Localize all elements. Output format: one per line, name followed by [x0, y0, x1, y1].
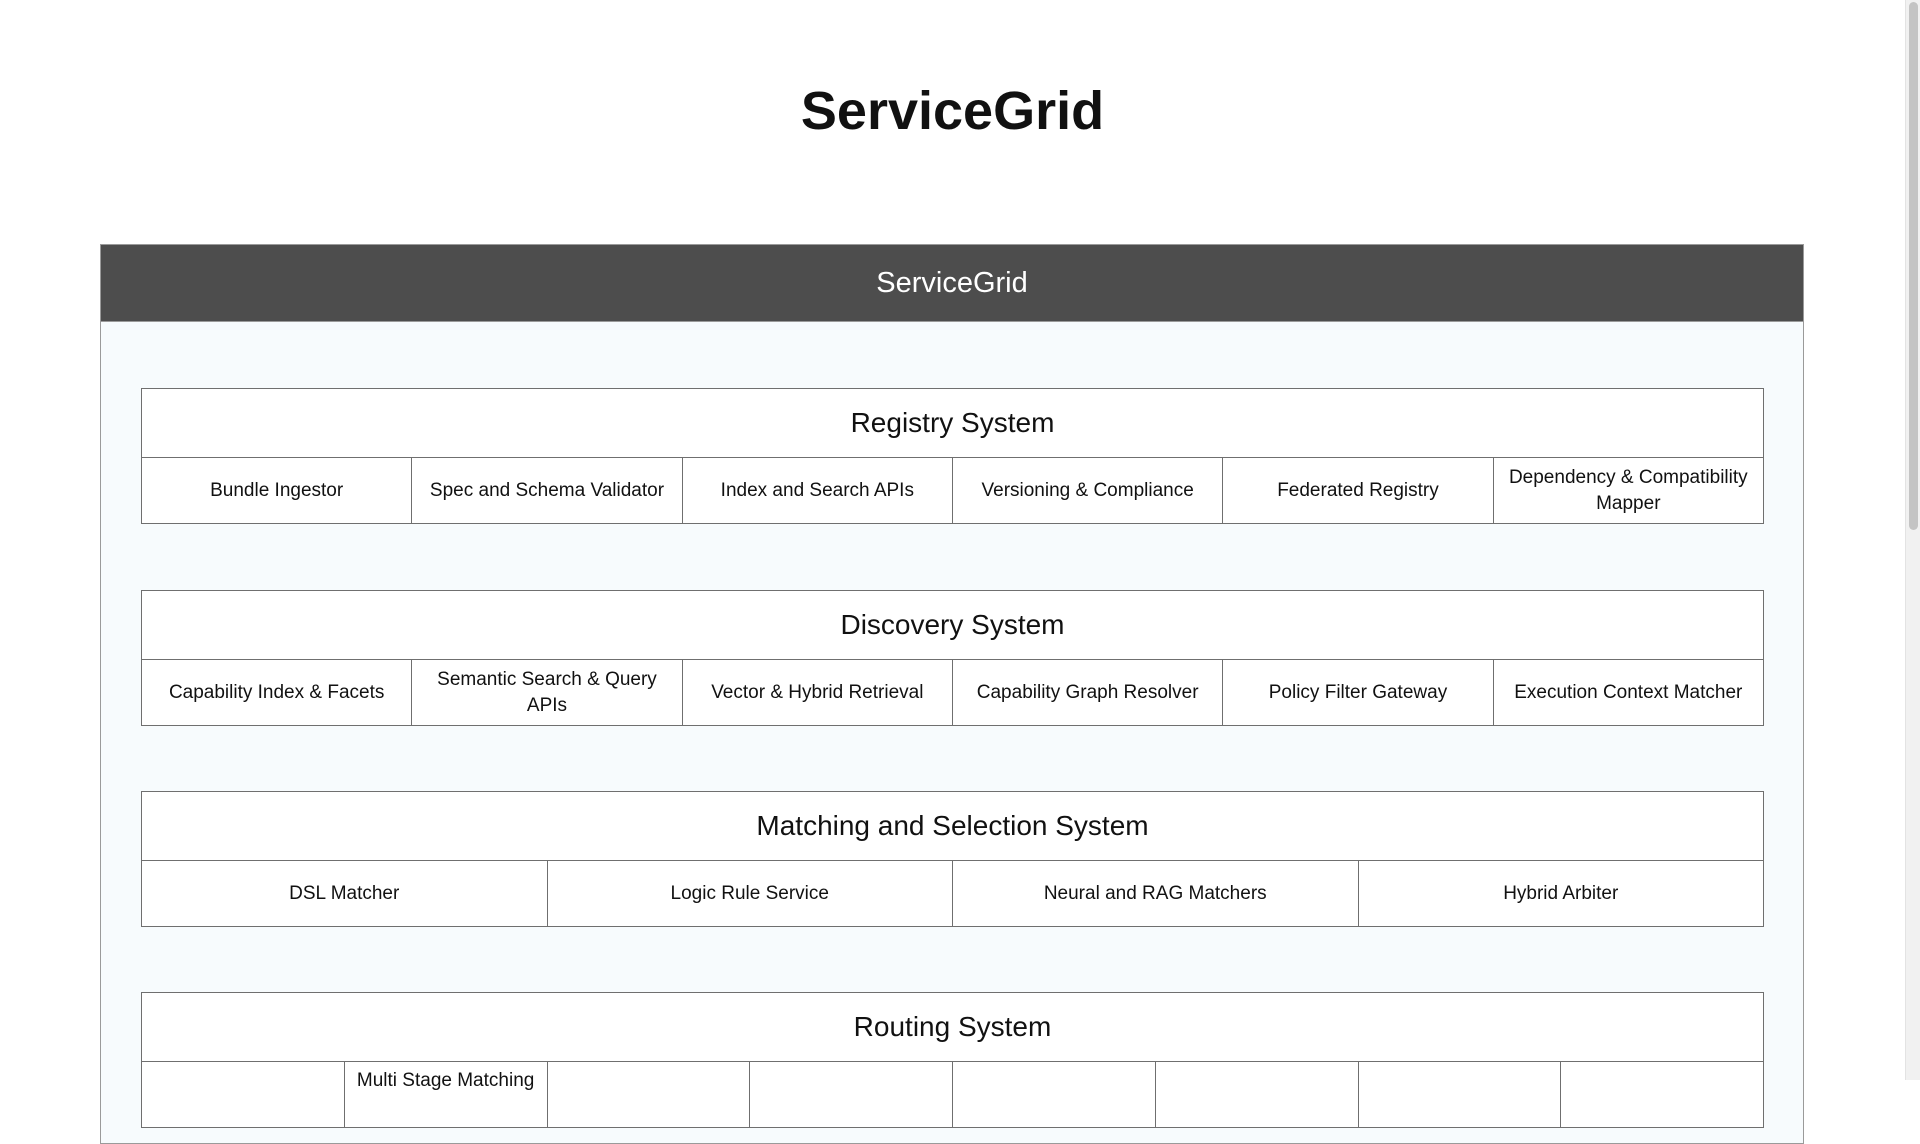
registry-system [141, 388, 1764, 524]
component-vector-hybrid-retrieval: Vector & Hybrid Retrieval [683, 660, 953, 725]
component-row [142, 660, 1763, 725]
component [750, 1062, 953, 1127]
panel-header-title: ServiceGrid [876, 266, 1028, 299]
component-versioning-compliance: Versioning & Compliance [953, 458, 1223, 523]
system-title: Discovery System [142, 591, 1763, 660]
component [1359, 1062, 1562, 1127]
component-row [142, 1062, 1763, 1127]
component-index-search-apis: Index and Search APIs [683, 458, 953, 523]
system-title: Routing System [142, 993, 1763, 1062]
page-title: ServiceGrid [800, 81, 1105, 141]
system-title: Registry System [142, 389, 1763, 458]
component [548, 1062, 751, 1127]
component-capability-index-facets: Capability Index & Facets [142, 660, 412, 725]
vertical-scrollbar[interactable] [1905, 0, 1920, 1080]
system-title: Matching and Selection System [142, 792, 1763, 861]
component [1156, 1062, 1359, 1127]
component [142, 1062, 345, 1127]
component-bundle-ingestor: Bundle Ingestor [142, 458, 412, 523]
scrollbar-thumb[interactable] [1909, 2, 1918, 530]
component-logic-rule-service: Logic Rule Service [548, 861, 954, 926]
component-federated-registry: Federated Registry [1223, 458, 1493, 523]
component [953, 1062, 1156, 1127]
component-row [142, 458, 1763, 523]
discovery-system [141, 590, 1764, 726]
component-capability-graph-resolver: Capability Graph Resolver [953, 660, 1223, 725]
component-row [142, 861, 1763, 926]
component-spec-schema-validator: Spec and Schema Validator [412, 458, 682, 523]
panel-header [101, 245, 1803, 322]
component-neural-rag-matchers: Neural and RAG Matchers [953, 861, 1359, 926]
component [1561, 1062, 1763, 1127]
component-hybrid-arbiter: Hybrid Arbiter [1503, 882, 1619, 904]
component-dsl-matcher: DSL Matcher [142, 861, 548, 926]
component-execution-context-matcher: Execution Context Matcher [1514, 681, 1743, 703]
servicegrid-panel [100, 244, 1804, 1144]
routing-system [141, 992, 1764, 1128]
component-semantic-search-query-apis: Semantic Search & Query APIs [412, 660, 682, 725]
component-policy-filter-gateway: Policy Filter Gateway [1223, 660, 1493, 725]
matching-selection-system [141, 791, 1764, 927]
component-multi-stage-matching: Multi Stage Matching [345, 1062, 548, 1127]
component-dependency-compatibility-mapper: Dependency & Compatibility Mapper [1508, 466, 1748, 514]
